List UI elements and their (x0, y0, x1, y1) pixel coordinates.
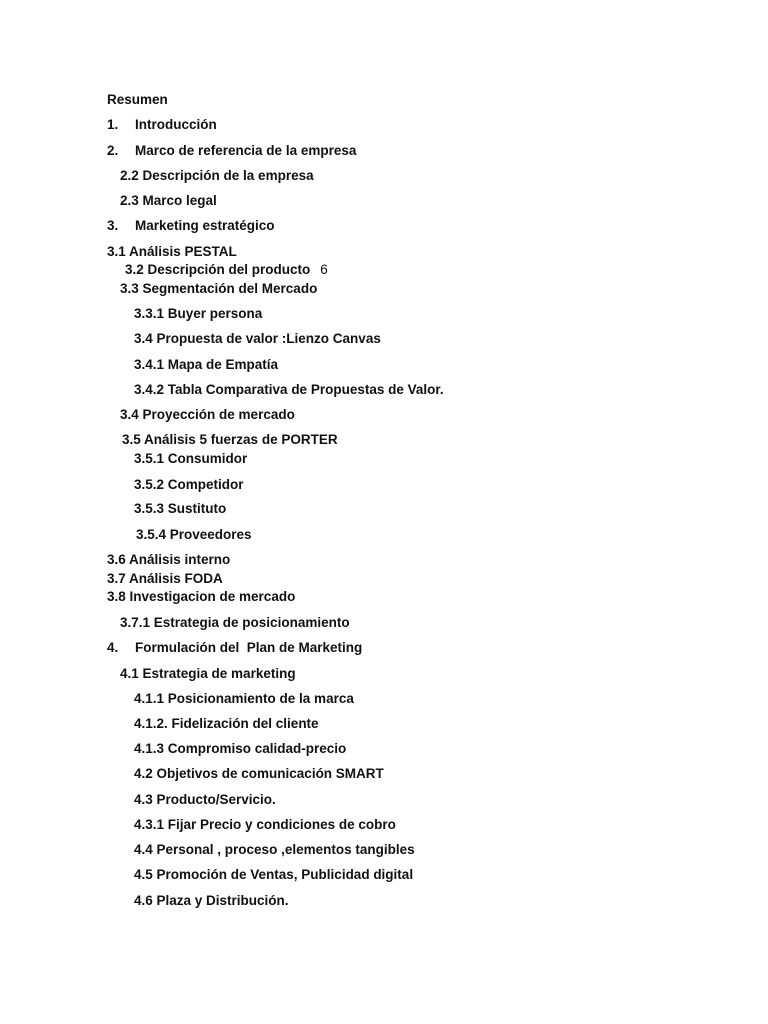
toc-item-number: 3. (107, 218, 119, 233)
toc-item-3-2 (125, 262, 328, 278)
toc-item-label: Formulación del Plan de Marketing (135, 640, 363, 655)
toc-item-4-2: 4.2 Objetivos de comunicación SMART (134, 766, 384, 781)
toc-item-3-4-b: 3.4 Proyección de mercado (120, 407, 295, 422)
toc-item-3-5-4: 3.5.4 Proveedores (136, 527, 252, 542)
toc-item-label: Introducción (135, 117, 217, 132)
toc-item-number: 2. (107, 143, 119, 158)
toc-item-3-3-1: 3.3.1 Buyer persona (134, 306, 263, 321)
toc-page-number: 6 (320, 262, 328, 277)
toc-item-4 (107, 640, 362, 656)
toc-item-4-1-3: 4.1.3 Compromiso calidad-precio (134, 741, 347, 756)
toc-item-4-3-1: 4.3.1 Fijar Precio y condiciones de cobro (134, 817, 396, 832)
toc-item-3-7: 3.7 Análisis FODA (107, 571, 223, 586)
toc-item-4-3: 4.3 Producto/Servicio. (134, 792, 276, 807)
toc-item-3-5-1: 3.5.1 Consumidor (134, 451, 248, 466)
toc-item-2-2: 2.2 Descripción de la empresa (120, 168, 314, 183)
toc-item-4-6: 4.6 Plaza y Distribución. (134, 893, 289, 908)
toc-item-3-7-1: 3.7.1 Estrategia de posicionamiento (120, 615, 350, 630)
toc-item-number: 1. (107, 117, 119, 132)
toc-item-3-5-3: 3.5.3 Sustituto (134, 501, 227, 516)
toc-item-3 (107, 218, 275, 234)
toc-item-number: 4. (107, 640, 119, 655)
toc-item-3-5-2: 3.5.2 Competidor (134, 477, 244, 492)
toc-item-label: 3.2 Descripción del producto (125, 262, 311, 277)
toc-item-3-3: 3.3 Segmentación del Mercado (120, 281, 318, 296)
toc-item-label: Marco de referencia de la empresa (135, 143, 357, 158)
toc-item-2 (107, 143, 356, 159)
toc-item-4-5: 4.5 Promoción de Ventas, Publicidad digital (134, 867, 414, 882)
toc-item-4-1-1: 4.1.1 Posicionamiento de la marca (134, 691, 354, 706)
toc-item-3-4: 3.4 Propuesta de valor :Lienzo Canvas (134, 331, 381, 346)
toc-title: Resumen (107, 92, 168, 107)
toc-item-1 (107, 117, 217, 133)
toc-item-3-6: 3.6 Análisis interno (107, 552, 231, 567)
toc-item-2-3: 2.3 Marco legal (120, 193, 217, 208)
toc-item-3-1: 3.1 Análisis PESTAL (107, 244, 237, 259)
toc-item-3-4-2: 3.4.2 Tabla Comparativa de Propuestas de Valor. (134, 382, 444, 397)
toc-item-label: Marketing estratégico (135, 218, 275, 233)
toc-item-3-4-1: 3.4.1 Mapa de Empatía (134, 357, 279, 372)
toc-item-4-1-2: 4.1.2. Fidelización del cliente (134, 716, 319, 731)
toc-item-3-5: 3.5 Análisis 5 fuerzas de PORTER (122, 432, 338, 447)
toc-item-3-8: 3.8 Investigacion de mercado (107, 589, 296, 604)
toc-item-4-4: 4.4 Personal , proceso ,elementos tangibles (134, 842, 415, 857)
toc-item-4-1: 4.1 Estrategia de marketing (120, 666, 296, 681)
